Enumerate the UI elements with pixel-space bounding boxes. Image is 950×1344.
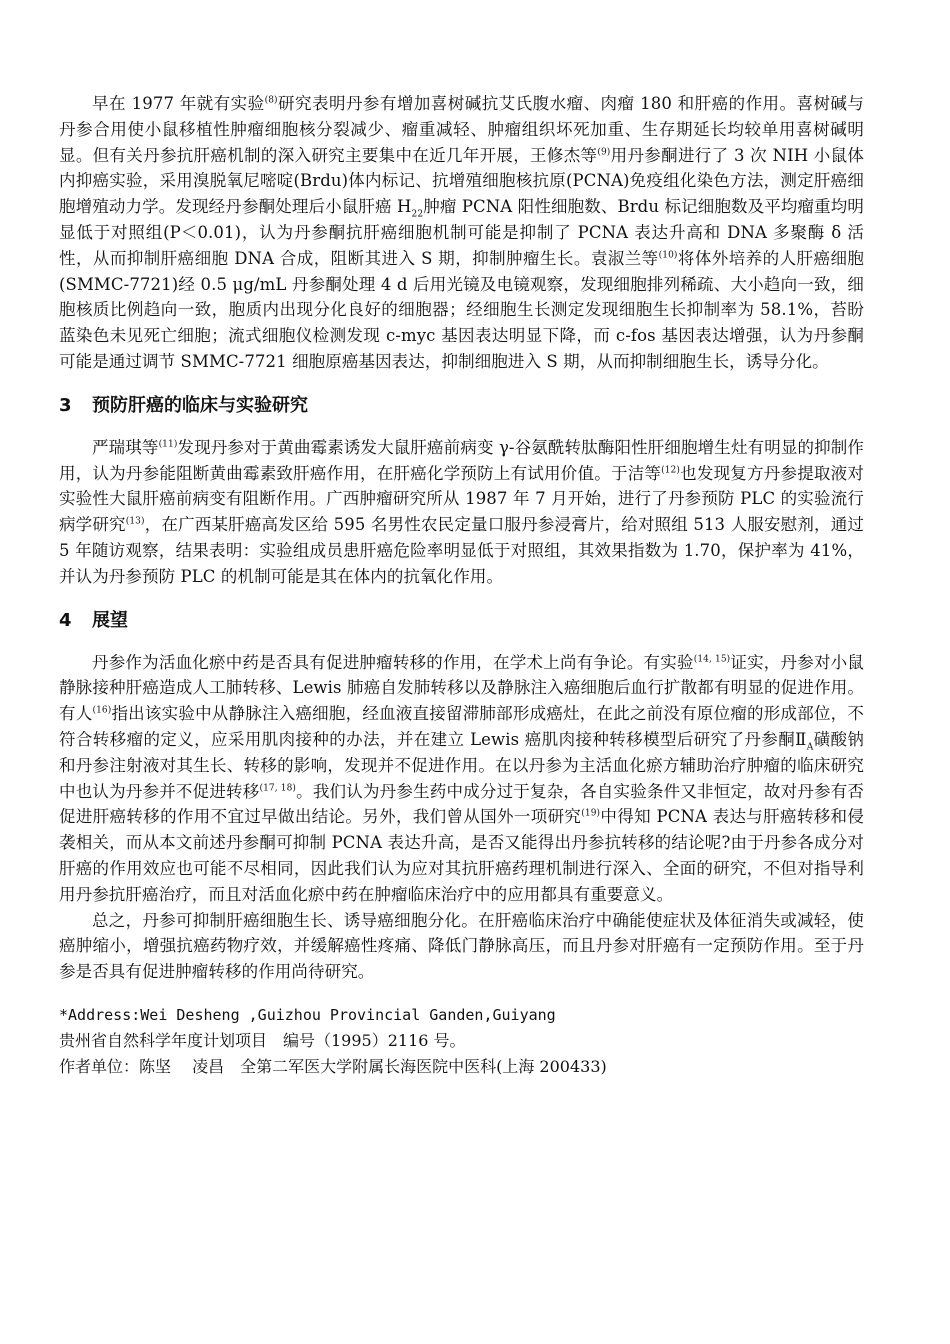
- text-segment: 证实，丹参对小鼠静脉接种肝癌造成人工肺转移、Lewis 肺癌自发肺转移以及静脉注入癌细胞后血行扩散都有明显的促进作用。有人: [59, 652, 864, 724]
- citation-ref: (14, 15): [693, 654, 731, 665]
- section-heading-4: [59, 608, 864, 634]
- citation-ref: (9): [597, 147, 611, 158]
- text-segment: 磺酸钠和丹参注射液对其生长、转移的影响，发现并不促进作用。在以丹参为主活血化瘀方辅助治疗肿瘤的临床研究中也认为丹参并不促进转移: [59, 729, 864, 801]
- citation-ref: (19): [581, 808, 601, 819]
- subscript: A: [806, 742, 814, 753]
- text-segment: 研究表明丹参有增加喜树碱抗艾氏腹水瘤、肉瘤 180 和肝癌的作用。喜树碱与丹参合用使小鼠移植性肿瘤细胞核分裂减少、瘤重减轻、肿瘤组织坏死加重、生存期延长均较单用喜树碱明显。但有关丹参抗肝癌机制的深入研究主要集中在近几年开展，王修杰等: [59, 94, 864, 165]
- section-heading-3: [59, 393, 864, 419]
- paragraph-prevention: [59, 435, 864, 590]
- document-page: [59, 91, 864, 1079]
- paragraph-antitumor-mechanism: [59, 91, 864, 375]
- citation-ref: (17, 18): [259, 783, 297, 794]
- paragraph-outlook: [59, 650, 864, 908]
- subscript: 22: [411, 209, 424, 220]
- text-segment: 中得知 PCNA 表达与肝癌转移和侵袭相关，而从本文前述丹参酮可抑制 PCNA 表达升高，是否又能得出丹参抗转移的结论呢?由于丹参各成分对肝癌的作用效应也可能不尽相同，因此我们认为应对其抗肝癌药理机制进行深入、全面的研究，不但对指导利用丹参抗肝癌治疗，而且对活血化瘀中药在肿瘤临床治疗中的应用都具有重要意义。: [59, 807, 864, 904]
- text-segment: ，在广西某肝癌高发区给 595 名男性农民定量口服丹参浸膏片，给对照组 513 人服安慰剂，通过 5 年随访观察，结果表明：实验组成员患肝癌危险率明显低于对照组，其效果指数为 1.70，保护率为 41%，并认为丹参预防 PLC 的机制可能是其在体内的抗氧化作用。: [59, 515, 864, 586]
- text-segment: 严瑞琪等: [92, 437, 159, 457]
- author-affiliation: 作者单位：陈坚 凌昌 全第二军医大学附属长海医院中医科(上海 200433): [59, 1056, 607, 1076]
- citation-ref: (11): [158, 439, 178, 450]
- text-segment: 也发现复方丹参提取液对实验性大鼠肝癌前病变有阻断作用。广西肿瘤研究所从 1987 年 7 月开始，进行了丹参预防 PLC 的实验流行病学研究: [59, 463, 864, 535]
- section-number: 4: [59, 609, 72, 631]
- section-title: 展望: [92, 609, 128, 631]
- footnotes: [59, 1003, 864, 1080]
- paragraph-conclusion: 总之，丹参可抑制肝癌细胞生长、诱导癌细胞分化。在肝癌临床治疗中确能使症状及体征消失或减轻，使癌肿缩小，增强抗癌药物疗效，并缓解癌性疼痛、降低门静脉高压，而且丹参对肝癌有一定预防作用。至于丹参是否具有促进肿瘤转移的作用尚待研究。: [59, 910, 864, 982]
- author-address: *Address:Wei Desheng ,Guizhou Provincial Ganden,Guiyang: [59, 1005, 556, 1024]
- text-segment: 早在 1977 年就有实验: [92, 94, 265, 113]
- text-segment: 。我们认为丹参生药中成分过于复杂，各自实验条件又非恒定，故对丹参有否促进肝癌转移的作用不宜过早做出结论。另外，我们曾从国外一项研究: [59, 781, 865, 827]
- text-segment: 用丹参酮进行了 3 次 NIH 小鼠体内抑癌实验，采用溴脱氧尼嘧啶(Brdu)体内标记、抗增殖细胞核抗原(PCNA)免疫组化染色方法，测定肝癌细胞增殖动力学。发现经丹参酮处理后小鼠肝癌 H: [59, 145, 864, 217]
- citation-ref: (10): [658, 250, 678, 261]
- funding-note: 贵州省自然科学年度计划项目 编号（1995）2116 号。: [59, 1031, 466, 1051]
- text-segment: 肿瘤 PCNA 阳性细胞数、Brdu 标记细胞数及平均瘤重均明显低于对照组(P＜0.01)，认为丹参酮抗肝癌细胞机制可能是抑制了 PCNA 表达升高和 DNA 多聚酶 δ 活性，从而抑制肝癌细胞 DNA 合成，阻断其进入 S 期，抑制肿瘤生长。袁淑兰等: [59, 197, 864, 268]
- citation-ref: (12): [661, 465, 680, 476]
- text-segment: 丹参作为活血化瘀中药是否具有促进肿瘤转移的作用，在学术上尚有争论。有实验: [92, 652, 694, 672]
- section-title: 预防肝癌的临床与实验研究: [92, 394, 308, 416]
- text-segment: 指出该实验中从静脉注入癌细胞，经血液直接留滞肺部形成癌灶，在此之前没有原位瘤的形成部位，不符合转移瘤的定义，应采用肌肉接种的办法，并在建立 Lewis 癌肌肉接种转移模型后研究了丹参酮Ⅱ: [59, 704, 864, 749]
- citation-ref: (8): [264, 95, 278, 106]
- citation-ref: (16): [92, 705, 112, 716]
- section-number: 3: [59, 394, 72, 416]
- text-segment: 将体外培养的人肝癌细胞(SMMC-7721)经 0.5 μg/mL 丹参酮处理 4 d 后用光镜及电镜观察，发现细胞排列稀疏、大小趋向一致，细胞核质比例趋向一致，胞质内出现分化良好的细胞器；经细胞生长测定发现细胞生长抑制率为 58.1%，苔盼蓝染色未见死亡细胞；流式细胞仪检测发现 c-myc 基因表达明显下降，而 c-fos 基因表达增强，认为丹参酮可能是通过调节 SMMC-7721 细胞原癌基因表达，抑制细胞进入 S 期，从而抑制细胞生长，诱导分化。: [59, 248, 865, 371]
- citation-ref: (13): [125, 516, 145, 527]
- text-segment: 发现丹参对于黄曲霉素诱发大鼠肝癌前病变 γ-谷氨酰转肽酶阳性肝细胞增生灶有明显的抑制作用，认为丹参能阻断黄曲霉素致肝癌作用，在肝癌化学预防上有试用价值。于洁等: [59, 437, 865, 483]
